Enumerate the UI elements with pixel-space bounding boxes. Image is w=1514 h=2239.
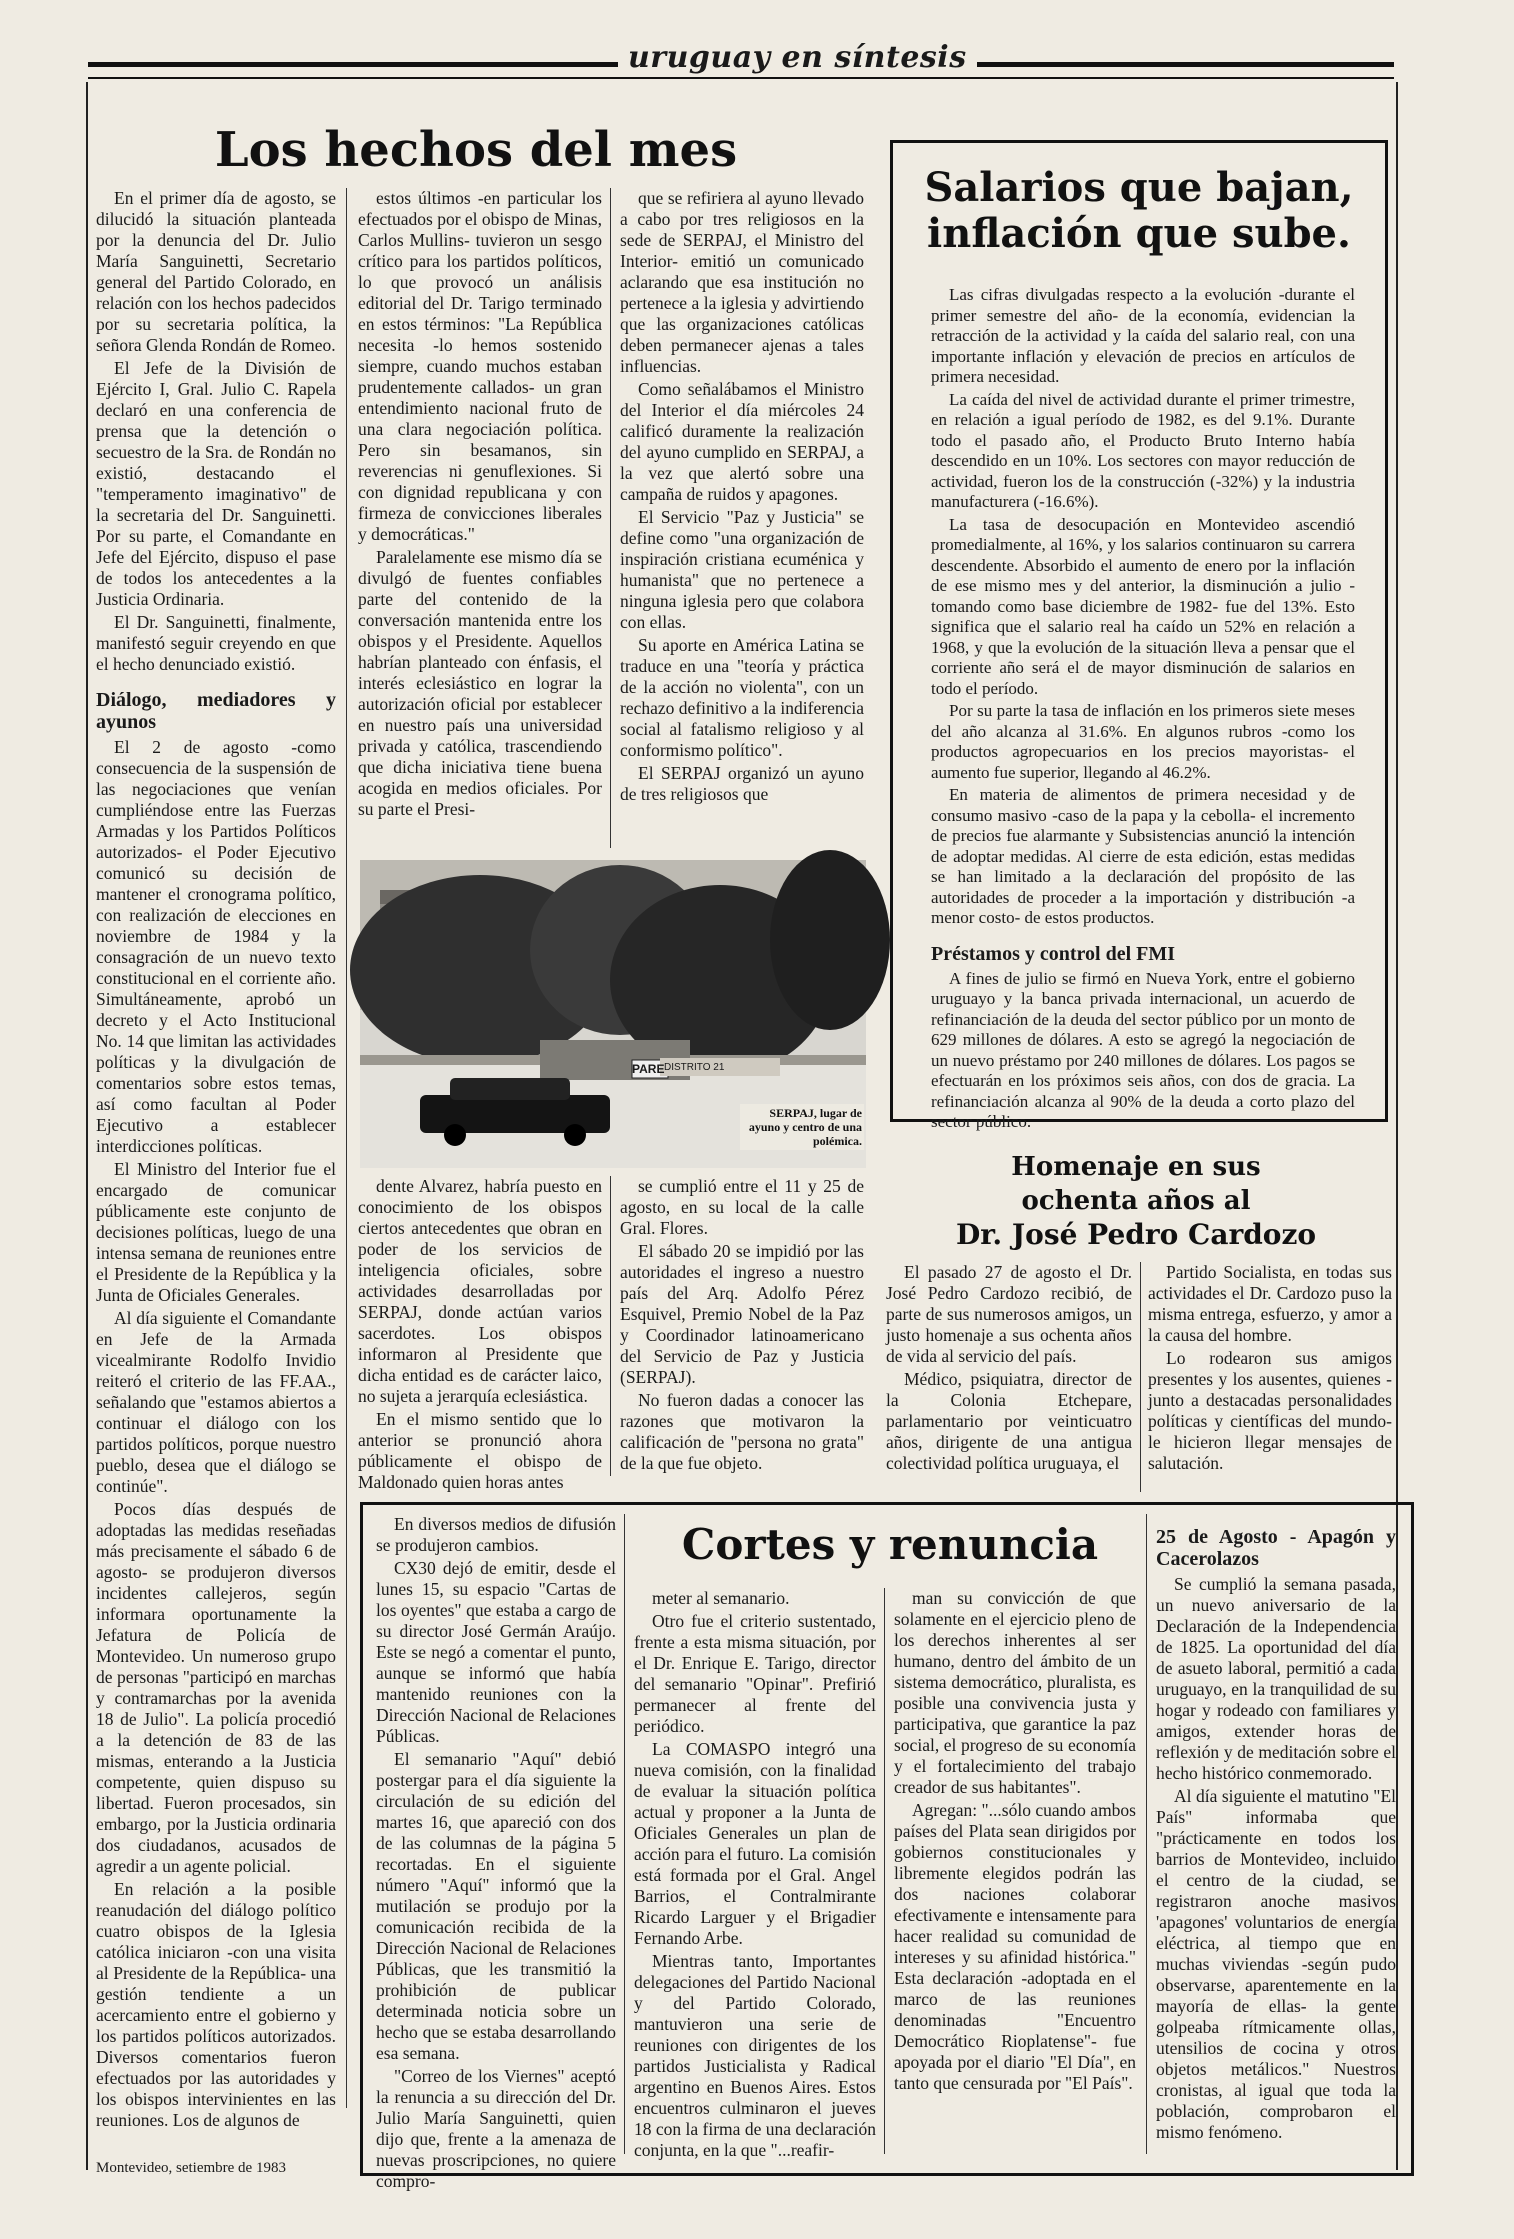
column-rule: [610, 188, 611, 848]
masthead: uruguay en síntesis: [618, 40, 977, 75]
serpaj-photo: [360, 860, 866, 1168]
cortes-col-1: [376, 1514, 616, 2191]
photo-sign-pare: PARE: [632, 1062, 665, 1076]
main-col-1: [96, 188, 336, 2148]
cortes-col-2: [634, 1588, 876, 2160]
paragraph: El pasado 27 de agosto el Dr. José Pedro Cardozo recibió, de parte de sus numerosos amigos, un justo homenaje a sus ochenta años de vida al servicio del país.: [886, 1262, 1132, 1366]
photo-caption: SERPAJ, lugar de ayuno y centro de una polémica.: [740, 1104, 864, 1150]
paragraph: Al día siguiente el Comandante en Jefe de la Armada vicealmirante Rodolfo Invidio reiteró el criterio de las FF.AA., señalando que "estamos abiertos a continuar el diálogo con los partidos políticos, porque nuestro pueblo, desea que el diálogo se continúe".: [96, 1308, 336, 1496]
paragraph: En materia de alimentos de primera necesidad y de consumo masivo -caso de la papa y la cebolla- el incremento de precios fue alarmante y Subsistencias anunció la intención de adoptar medidas. Al cierre de esta edición, estas medidas se han limitado a la declaración del propósito de las autoridades de proceder a la importación y distribución -a menor costo- de estos productos.: [931, 785, 1355, 927]
homenaje-title: [886, 1150, 1386, 1252]
subhead-dialogo: Diálogo, mediadores y ayunos: [96, 689, 336, 733]
homenaje-title-line2: ochenta años al: [1021, 1186, 1251, 1216]
paragraph: Por su parte la tasa de inflación en los primeros siete meses del año alcanza al 31.6%. En algunos rubros -como los productos agropecuarios en los precios mayoristas- el aumento fue superior, llegando al 46.2%.: [931, 701, 1355, 782]
column-rule: [1140, 1262, 1141, 1492]
paragraph: Las cifras divulgadas respecto a la evolución -durante el primer semestre del año- de la economía, evidencian la retracción de la actividad y la caída del salario real, con una importante inflación y elevación de precios en artículos de primera necesidad.: [931, 285, 1355, 386]
main-col-2b: [358, 1176, 602, 1492]
footer-dateline: Montevideo, setiembre de 1983: [96, 2160, 286, 2176]
paragraph: En el mismo sentido que lo anterior se pronunció ahora públicamente el obispo de Maldonado quien horas antes: [358, 1409, 602, 1492]
paragraph: A fines de julio se firmó en Nueva York, entre el gobierno uruguayo y la banca privada internacional, un acuerdo de refinanciación de la deuda del sector público por un monto de 629 millones de dólares. A esto se agregó la negociación de un nuevo préstamo por 240 millones de dólares. Los pagos se efectuarán en los próximos seis años, con dos de gracia. La refinanciación alcanza al 90% de la deuda a corto plazo del sector público.: [931, 968, 1355, 1131]
paragraph: Paralelamente ese mismo día se divulgó de fuentes confiables parte del contenido de la conversación mantenida entre los obispos y el Presidente. Aquellos habrían planteado con énfasis, el interés eclesiástico en lograr la autorización oficial por establecer en nuestro país una universidad privada y católica, trascendiendo que dicha iniciativa tiene buena acogida en medios oficiales. Por su parte el Presi-: [358, 547, 602, 819]
main-col-3: [620, 188, 864, 848]
paragraph: El semanario "Aquí" debió postergar para el día siguiente la circulación de su edición del martes 16, que apareció con dos de las columnas de la página 5 recortadas. En el siguiente número "Aquí" informó que la mutilación se produjo por la comunicación recibida de la Dirección Nacional de Relaciones Públicas, que les transmitió la prohibición de publicar determinada noticia sobre un hecho que se estaba desarrollando esa semana.: [376, 1749, 616, 2063]
salarios-paras: [931, 285, 1355, 929]
paragraph: CX30 dejó de emitir, desde el lunes 15, su espacio "Cartas de los oyentes" que estaba a cargo de su director José Germán Araújo. Este se negó a comentar el punto, aunque se informó que había mantenido reuniones con la Dirección Nacional de Relaciones Públicas.: [376, 1558, 616, 1746]
paragraph: estos últimos -en particular los efectuados por el obispo de Minas, Carlos Mullins- tuvieron un sesgo crítico para los partidos políticos, lo que provocó un análisis editorial del Dr. Tarigo terminado en estos términos: "La República necesita -lo hemos sostenido siempre, cuando muchos estaban prudentemente callados- un gran entendimiento nacional fruto de una clara negociación política. Pero sin besamanos, sin reverencias ni genuflexiones. Si con dignidad republicana y con firmeza de convicciones liberales y democráticas.": [358, 188, 602, 544]
paragraph: Pocos días después de adoptadas las medidas reseñadas más precisamente el sábado 6 de agosto- se produjeron diversos incidentes callejeros, según informara oportunamente la Jefatura de Policía de Montevideo. Un numeroso grupo de personas "participó en marchas y contramarchas por la avenida 18 de Julio". La policía procedió a la detención de 83 de las mismas, enterando a la Justicia competente, quien dispuso su libertad. Fueron procesados, sin embargo, por la Justicia ordinaria dos ciudadanos, acusados de agredir a un agente policial.: [96, 1499, 336, 1876]
column-rule: [1146, 1514, 1147, 2154]
column-rule: [624, 1514, 625, 2154]
paragraph: El Jefe de la División de Ejército I, Gral. Julio C. Rapela declaró en una conferencia de prensa que la detención o secuestro de la Sra. de Rondán no existió, destacando el "temperamento imaginativo" de la secretaria del Dr. Sanguinetti. Por su parte, el Comandante en Jefe del Ejército, dispuso el pase de todos los antecedentes a la Justicia Ordinaria.: [96, 358, 336, 609]
paragraph: Agregan: "...sólo cuando ambos países del Plata sean dirigidos por gobiernos constitucionales y libremente elegidos podrán las dos naciones colaborar efectivamente e intensamente para hacer realidad su comunidad de intereses y su afinidad histórica." Esta declaración -adoptada en el marco de las reuniones denominadas "Encuentro Democrático Rioplatense"- fue apoyada por el diario "El Día", en tanto que censurada por "El País".: [894, 1800, 1136, 2093]
salarios-body: [931, 285, 1355, 1131]
paragraph: El sábado 20 se impidió por las autoridades el ingreso a nuestro país del Arq. Adolfo Pérez Esquivel, Premio Nobel de la Paz y Coordinador latinoamericano del Servicio de Paz y Justicia (SERPAJ).: [620, 1241, 864, 1387]
column-rule: [884, 1588, 885, 2154]
paragraph: Mientras tanto, Importantes delegaciones del Partido Nacional y del Partido Colorado, mantuvieron una serie de reuniones con dirigentes de los partidos Justicialista y Radical argentino en Buenos Aires. Estos encuentros culminaron el jueves 18 con la firma de una declaración conjunta, en la que "...reafir-: [634, 1951, 876, 2160]
paragraph: La COMASPO integró una nueva comisión, con la finalidad de evaluar la situación política actual y proponer a la Junta de Oficiales Generales un plan de acción para el futuro. La comisión está formada por el Gral. Angel Barrios, el Contralmirante Ricardo Larguer y el Brigadier Fernando Arbe.: [634, 1739, 876, 1948]
paragraph: El 2 de agosto -como consecuencia de la suspensión de las negociaciones que venían cumpliéndose entre las Fuerzas Armadas y los Partidos Políticos autorizados- el Poder Ejecutivo comunicó su decisión de mantener el cronograma político, con realización de elecciones en noviembre de 1984 y la consagración de un nuevo texto constitucional en el corriente año. Simultáneamente, aprobó un decreto y el Acto Institucional No. 14 que limitan las actividades políticas y la divulgación de comentarios sobre estos temas, así como facultan al Poder Ejecutivo a establecer interdicciones políticas.: [96, 737, 336, 1156]
column-rule: [610, 1176, 611, 1476]
main-col1b-paras: [96, 737, 336, 2131]
paragraph: man su convicción de que solamente en el ejercicio pleno de los derechos inherentes al ser humano, dentro del ámbito de un sistema democrático, pluralista, es posible una convivencia justa y participativa, que garantice la paz social, el progreso de su economía y el fortalecimiento del trabajo creador de sus habitantes".: [894, 1588, 1136, 1797]
homenaje-title-line3: Dr. José Pedro Cardozo: [955, 1218, 1317, 1251]
paragraph: Como señalábamos el Ministro del Interior el día miércoles 24 calificó duramente la realización del ayuno cumplido en SERPAJ, a la vez que alertó sobre una campaña de ruidos y apagones.: [620, 379, 864, 504]
paragraph: Se cumplió la semana pasada, un nuevo aniversario de la Declaración de la Independencia de 1825. La oportunidad del día de asueto laboral, permitió a cada uruguayo, en la tranquilidad de su hogar y rodeado con familiares y amigos, extender horas de reflexión y de meditación sobre el hecho histórico conmemorado.: [1156, 1574, 1396, 1783]
paragraph: Lo rodearon sus amigos presentes y los ausentes, quienes -junto a destacadas personalidades políticas y científicas del mundo- le hicieron llegar mensajes de salutación.: [1148, 1348, 1392, 1473]
salarios-box: [890, 140, 1388, 1131]
column-rule: [346, 188, 347, 2108]
paragraph: que se refiriera al ayuno llevado a cabo por tres religiosos en la sede de SERPAJ, el Ministro del Interior- emitió un comunicado aclarando que esa institución no pertenece a la iglesia y advirtiendo que las organizaciones católicas deben permanecer ajenas a tales influencias.: [620, 188, 864, 376]
paragraph: El Dr. Sanguinetti, finalmente, manifestó seguir creyendo en que el hecho denunciado existió.: [96, 612, 336, 674]
main-col-3b: [620, 1176, 864, 1476]
paragraph: dente Alvarez, habría puesto en conocimiento de los obispos ciertos antecedentes que obran en poder de los servicios de inteligencia oficiales, sobre actividades desarrolladas por SERPAJ, donde actúan varios sacerdotes. Los obispos informaron al Presidente que dicha entidad es de carácter laico, no sujeta a jerarquía eclesiástica.: [358, 1176, 602, 1406]
paragraph: En el primer día de agosto, se dilucidó la situación planteada por la denuncia del Dr. Julio María Sanguinetti, Secretario general del Partido Colorado, en relación con los hechos padecidos por su secretaria política, la señora Glenda Rondán de Romeo.: [96, 188, 336, 355]
cortes-title: Cortes y renuncia: [681, 1520, 1099, 1569]
paragraph: Su aporte en América Latina se traduce en una "teoría y práctica de la acción no violenta", con un rechazo definitivo a la indiferencia social al fatalismo religioso y al conformismo político".: [620, 635, 864, 760]
apagon-col: [1156, 1526, 1396, 2160]
homenaje-col-2: [1148, 1262, 1392, 1494]
main-col1-paras: [96, 188, 336, 675]
subhead-prestamos: Préstamos y control del FMI: [931, 942, 1176, 965]
paragraph: se cumplió entre el 11 y 25 de agosto, en su local de la calle Gral. Flores.: [620, 1176, 864, 1238]
paragraph: El SERPAJ organizó un ayuno de tres religiosos que: [620, 763, 864, 804]
paragraph: Otro fue el criterio sustentado, frente a esta misma situación, por el Dr. Enrique E. Tarigo, director del semanario "Opinar". Prefirió permanecer al frente del periódico.: [634, 1611, 876, 1736]
main-col-2: [358, 188, 602, 848]
homenaje-title-line1: Homenaje en sus: [1011, 1152, 1261, 1182]
apagon-paras: [1156, 1574, 1396, 2143]
paragraph: En relación a la posible reanudación del diálogo político cuatro obispos de la Iglesia católica iniciaron -con una visita al Presidente de la República- una gestión tendiente a un acercamiento entre el gobierno y los partidos políticos autorizados. Diversos comentarios fueron efectuados por las autoridades y los obispos intervinientes en las reuniones. Los de algunos de: [96, 1879, 336, 2130]
salarios-paras2: [931, 969, 1355, 1133]
paragraph: meter al semanario.: [652, 1588, 790, 1608]
paragraph: La tasa de desocupación en Montevideo ascendió promedialmente, al 16%, y los salarios continuaron su carrera descendente. Absorbido el aumento de enero por la inflación de ese mismo mes y del anterior, la disminución a julio -tomando como base diciembre de 1982- fue del 13%. Esto significa que el salario real ha caído un 52% en relación a 1968, y que la evolución de la situación lleva a pensar que el corriente año será el de mayor disminución de salarios en todo el período.: [931, 514, 1355, 698]
main-title: Los hechos del mes: [214, 122, 738, 178]
cortes-col-3: [894, 1588, 1136, 2160]
apagon-title: 25 de Agosto - Apagón y Cacerolazos: [1156, 1526, 1396, 1570]
paragraph: El Servicio "Paz y Justicia" se define como "una organización de inspiración cristiana ecuménica y humanista" que no pertenece a ninguna iglesia pero que colabora con ellas.: [620, 507, 864, 632]
paragraph: La caída del nivel de actividad durante el primer trimestre, en relación a igual período de 1982, es del 9.1%. Durante todo el pasado año, el Producto Bruto Interno había descendido en un 10%. Los sectores con mayor reducción de actividad, fueron los de la construcción (-32%) y la industria manufacturera (-16.6%).: [931, 389, 1355, 511]
homenaje-col-1: [886, 1262, 1132, 1494]
paragraph: "Correo de los Viernes" aceptó la renuncia a su dirección del Dr. Julio María Sanguinetti, quien dijo que, frente a la amenaza de nuevas proscripciones, no quiere compro-: [376, 2066, 616, 2191]
paragraph: En diversos medios de difusión se produjeron cambios.: [376, 1514, 616, 1555]
paragraph: El Ministro del Interior fue el encargado de comunicar públicamente este conjunto de decisiones políticas, luego de una intensa semana de reuniones entre el Presidente de la República y la Junta de Oficiales Generales.: [96, 1159, 336, 1305]
paragraph: Partido Socialista, en todas sus actividades el Dr. Cardozo puso la misma entrega, esfuerzo, y amor a la causa del hombre.: [1148, 1262, 1392, 1345]
paragraph: Al día siguiente el matutino "El País" informaba que "prácticamente en todos los barrios de Montevideo, incluido el centro de la ciudad, se registraron anoche masivos 'apagones' voluntarios de energía eléctrica, al tiempo que en muchas viviendas -según pudo observarse, aparentemente en la mayoría de ellas- la gente golpeaba rítmicamente ollas, utensilios de cocina y otros objetos metálicos." Nuestros cronistas, al igual que toda la población, comprobaron el mismo fenómeno.: [1156, 1786, 1396, 2142]
paragraph: No fueron dadas a conocer las razones que motivaron la calificación de "persona no grata" de la que fue objeto.: [620, 1390, 864, 1473]
salarios-title: Salarios que bajan, inflación que sube.: [924, 164, 1354, 257]
paragraph: Médico, psiquiatra, director de la Colonia Etchepare, parlamentario por veinticuatro años, dirigente de una antigua colectividad política uruguaya, el: [886, 1369, 1132, 1473]
photo-sign-district: DISTRITO 21: [664, 1062, 725, 1073]
